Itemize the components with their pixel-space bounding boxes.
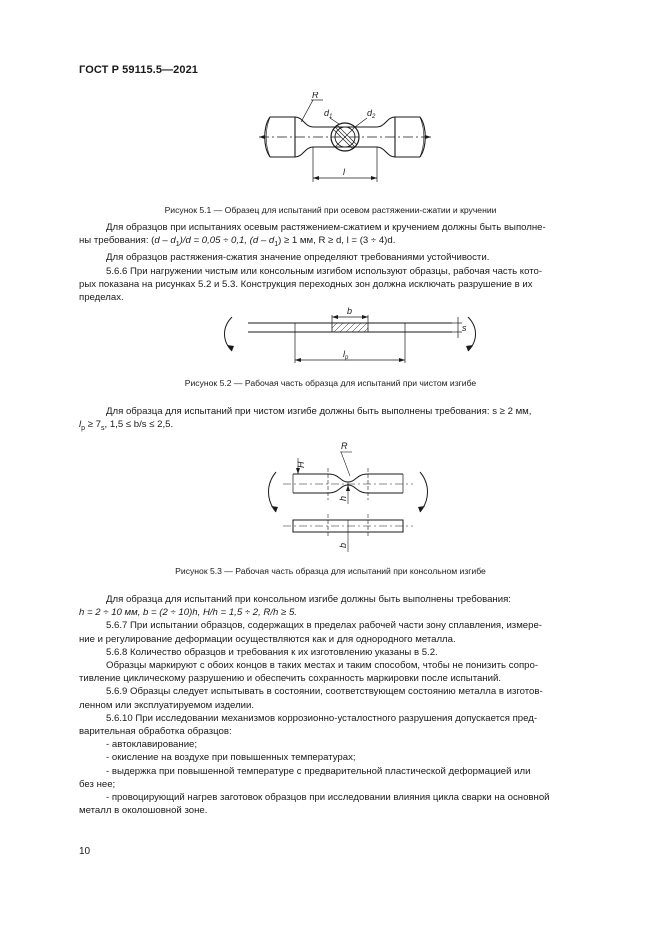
- paragraph: тивление циклическому разрушению и обеспечить сохранность маркировки после испытаний.: [79, 673, 501, 685]
- paragraph: h = 2 ÷ 10 мм, b = (2 ÷ 10)h, H/h = 1,5 ÷ 2, R/h ≥ 5.: [79, 607, 297, 619]
- paragraph: 5.6.9 Образцы следует испытывать в состоянии, соответствующем состоянию металла в изготов-: [106, 686, 543, 698]
- label-d2: $d_2$: [367, 108, 376, 120]
- figure-5-3: [258, 438, 438, 556]
- paragraph: 5.6.8 Количество образцов и требования к их изготовлению указаны в 5.2.: [106, 646, 438, 658]
- standard-header: ГОСТ Р 59115.5—2021: [79, 64, 199, 76]
- paragraph-formula: ны требования: $(d - d_1)/d = 0,05 \div 0,1$, $(d - d_1) \ge 1$ мм, R ≥ d, l = (3 ÷ 4)d.: [79, 235, 396, 249]
- text-block-2: [79, 405, 614, 435]
- text-block-1: [79, 221, 614, 304]
- paragraph: Образцы маркируют с обоих концов в таких местах и таким способом, чтобы не понизить сопро-: [106, 660, 539, 672]
- figure-5-2-caption: Рисунок 5.2 — Рабочая часть образца для испытаний при чистом изгибе: [184, 378, 477, 388]
- label-b: b: [347, 306, 353, 316]
- label-s: s: [462, 323, 467, 333]
- paragraph: ленном или эксплуатируемом изделии.: [79, 699, 255, 711]
- figure-5-1-caption: Рисунок 5.1 — Образец для испытаний при осевом растяжении-сжатии и кручении: [164, 205, 497, 215]
- list-item: - автоклавирование;: [106, 739, 198, 751]
- label-b: b: [338, 542, 348, 548]
- label-R: R: [312, 92, 319, 100]
- list-item: металл в околошовной зоне.: [79, 805, 208, 817]
- list-item: - окисление на воздухе при повышенных температурах;: [106, 752, 356, 764]
- label-d1: $d_1$: [324, 108, 333, 120]
- paragraph: Для образца для испытаний при чистом изгибе должны быть выполнены требования: s ≥ 2 мм,: [106, 406, 532, 417]
- label-H: H: [296, 461, 306, 468]
- label-h: h: [338, 495, 348, 501]
- page-number: 10: [79, 846, 91, 857]
- list-item: без нее;: [79, 778, 116, 790]
- list-item: - выдержка при повышенной температуре с предварительной пластической деформацией или: [106, 765, 531, 777]
- paragraph: рых показана на рисунках 5.2 и 5.3. Конструкция переходных зон должна исключать разрушение в их: [79, 278, 533, 290]
- list-item: - провоцирующий нагрев заготовок образцов при исследовании влияния цикла сварки на основной: [106, 792, 550, 804]
- paragraph: ние и регулирование деформации осуществляются как и для однородного металла.: [79, 633, 456, 645]
- label-l: l: [343, 167, 345, 177]
- label-R: R: [341, 441, 348, 451]
- paragraph: варительная обработка образцов:: [79, 726, 232, 738]
- paragraph: Для образцов при испытаниях осевым растяжением-сжатием и кручением должны быть выполне-: [106, 222, 546, 233]
- paragraph: 5.6.10 При исследовании механизмов коррозионно-усталостного разрушения допускается пред-: [106, 712, 538, 724]
- figure-5-3-caption: Рисунок 5.3 — Рабочая часть образца для испытаний при консольном изгибе: [175, 566, 486, 576]
- paragraph: Для образцов растяжения-сжатия значение определяют требованиями устойчивости.: [106, 252, 490, 264]
- paragraph: Для образца для испытаний при консольном изгибе должны быть выполнены требования:: [106, 594, 511, 605]
- paragraph: 5.6.7 При испытании образцов, содержащих в пределах рабочей части зону сплавления, измере-: [106, 620, 543, 632]
- figure-5-1: [255, 92, 435, 192]
- label-lp: $l_р$: [343, 349, 349, 361]
- paragraph: пределах.: [79, 291, 124, 303]
- figure-5-2: [210, 305, 490, 375]
- text-block-3: [79, 593, 614, 817]
- paragraph: 5.6.6 При нагружении чистым или консольным изгибом используют образцы, рабочая часть кото-: [106, 265, 543, 277]
- paragraph-formula: $l_р \ge 7_s$, 1,5 ≤ b/s ≤ 2,5.: [79, 419, 174, 433]
